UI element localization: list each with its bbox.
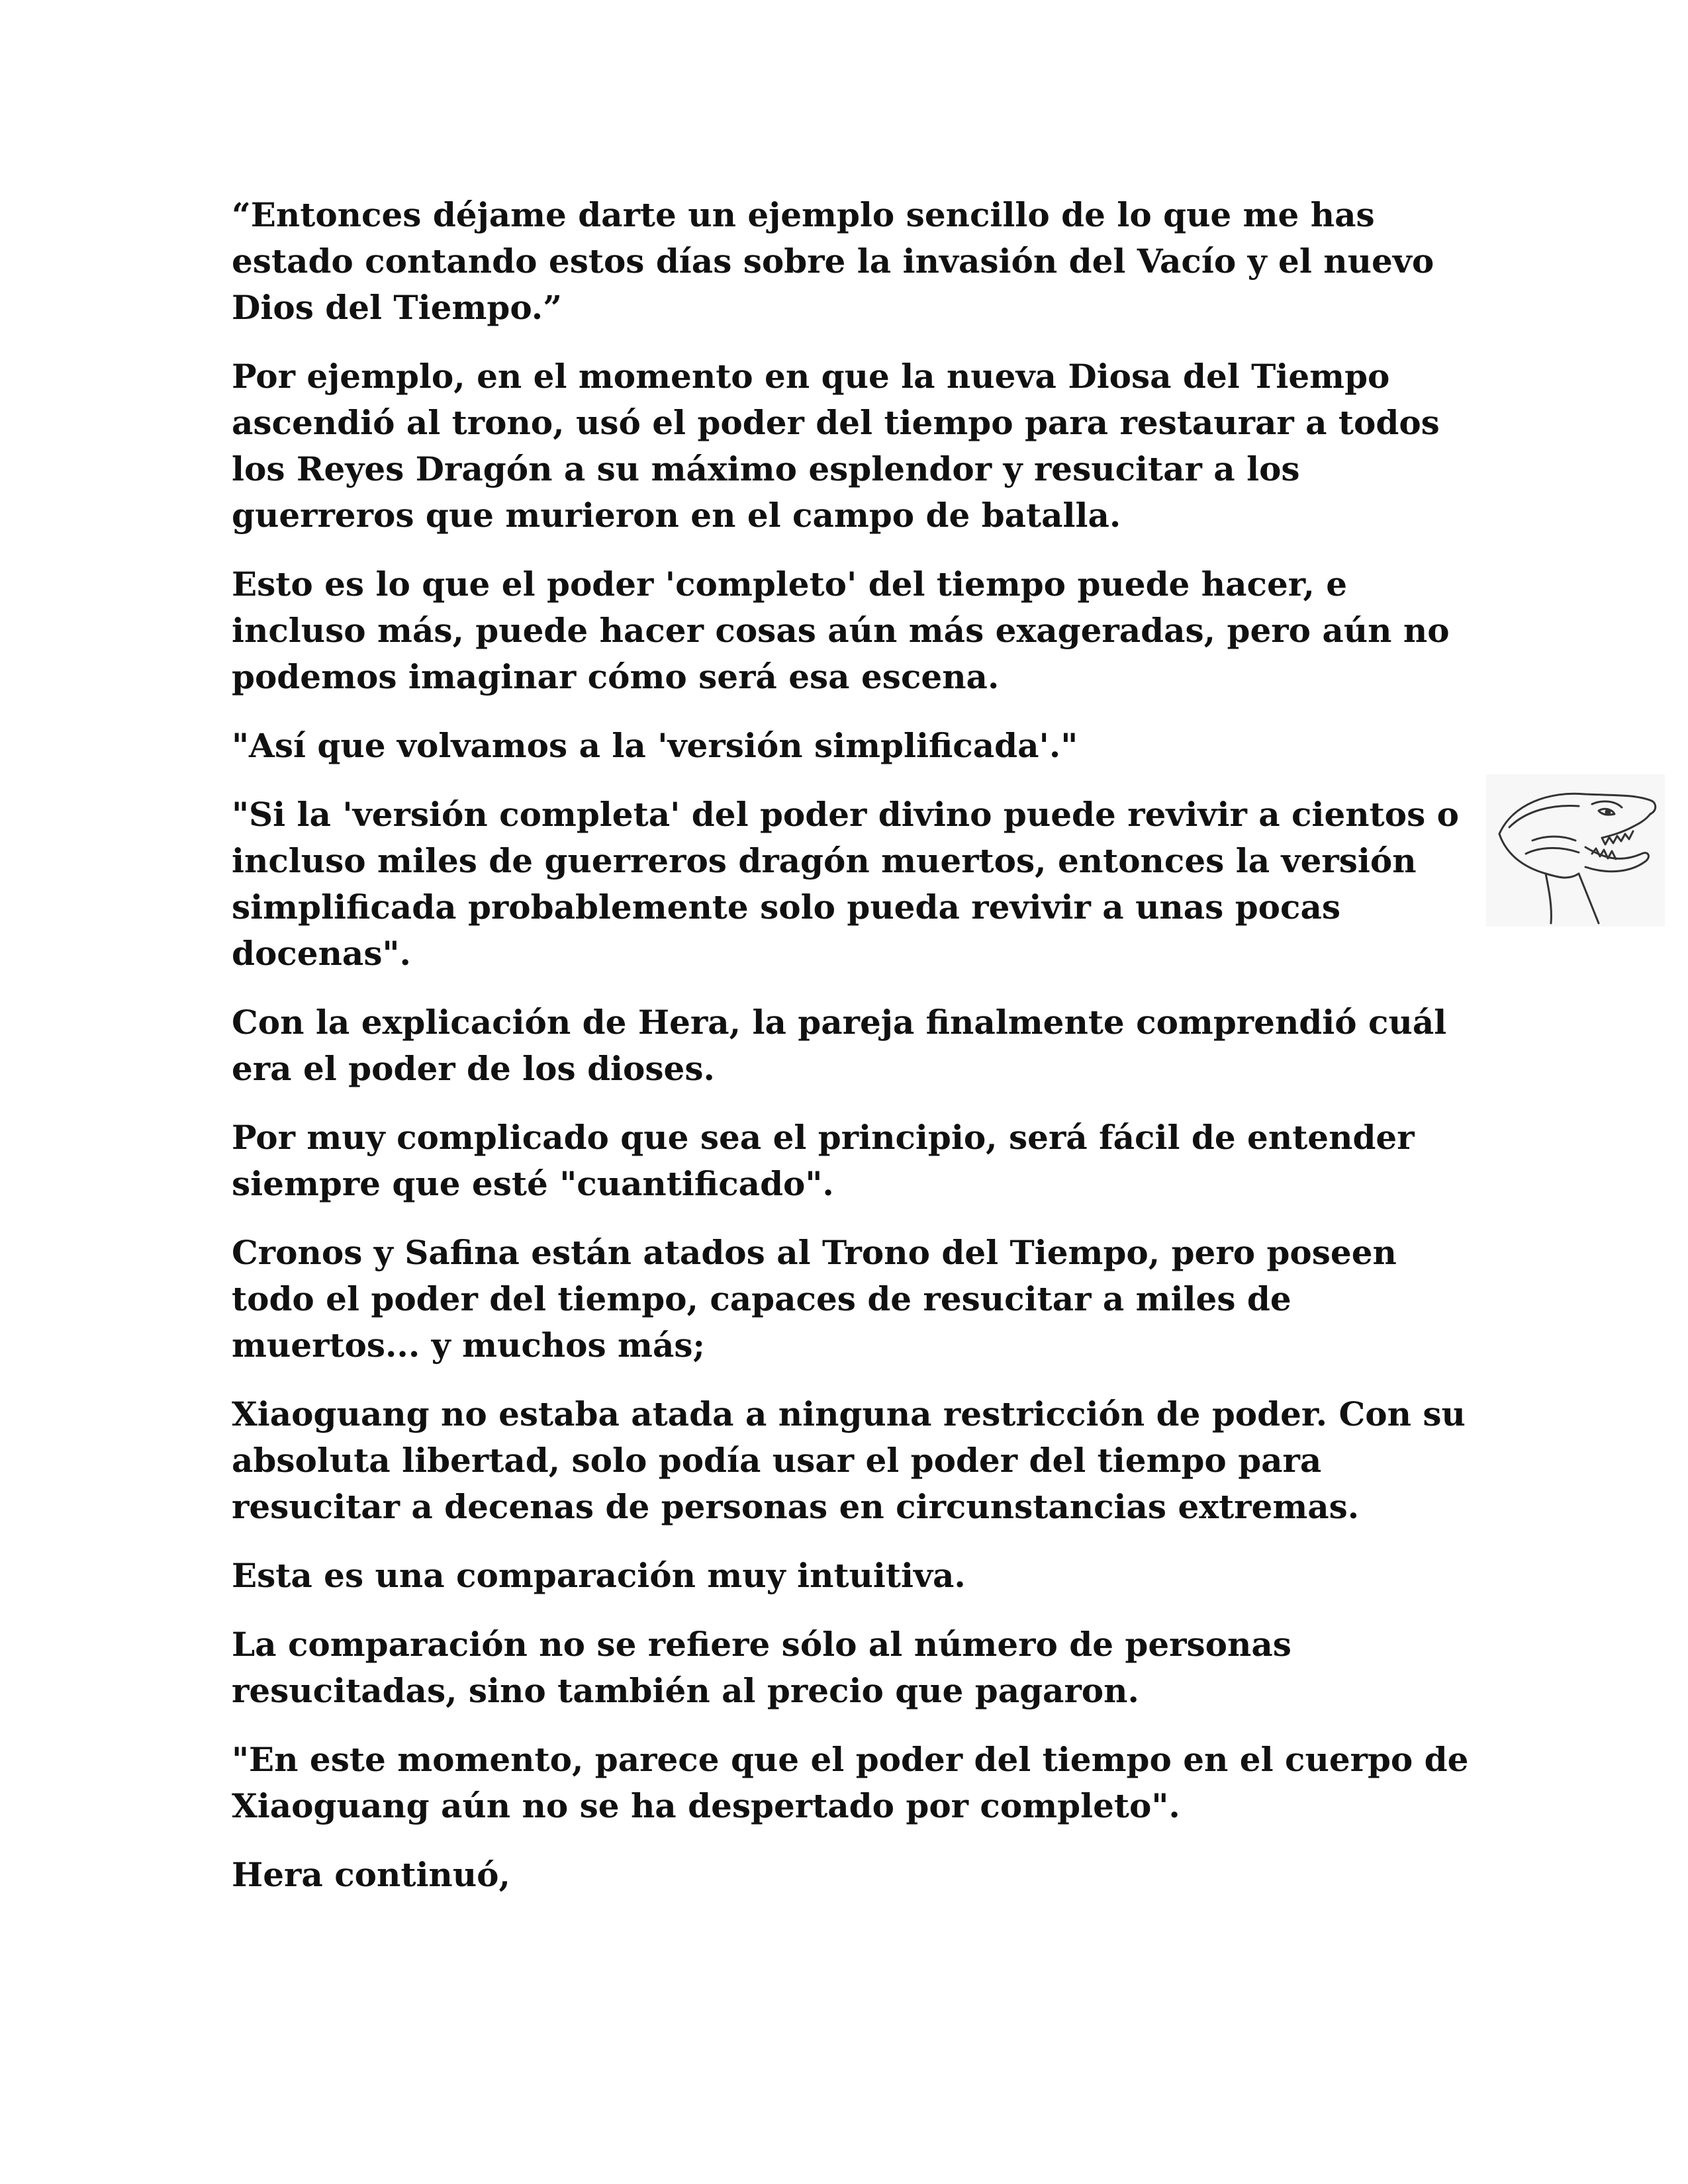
dinosaur-head-icon: [1486, 774, 1665, 927]
body-text: [232, 192, 1476, 1921]
paragraph: Con la explicación de Hera, la pareja finalmente comprendió cuál era el poder de los dioses.: [232, 1003, 1447, 1088]
paragraph: Hera continuó,: [232, 1855, 510, 1894]
paragraph: "En este momento, parece que el poder del tiempo en el cuerpo de Xiaoguang aún no se ha despertado por completo".: [232, 1740, 1469, 1825]
paragraph: "Así que volvamos a la 'versión simplificada'.": [232, 726, 1078, 765]
paragraph: Cronos y Safina están atados al Trono del Tiempo, pero poseen todo el poder del tiempo, capaces de resucitar a miles de muertos... y muchos más;: [232, 1233, 1397, 1365]
paragraph: Xiaoguang no estaba atada a ninguna restricción de poder. Con su absoluta libertad, solo podía usar el poder del tiempo para resucitar a decenas de personas en circunstancias extremas.: [232, 1394, 1466, 1526]
paragraph: “Entonces déjame darte un ejemplo sencillo de lo que me has estado contando estos días sobre la invasión del Vacío y el nuevo Dios del Tiempo.”: [232, 195, 1434, 327]
paragraph: La comparación no se refiere sólo al número de personas resucitadas, sino también al precio que pagaron.: [232, 1625, 1291, 1710]
paragraph: "Si la 'versión completa' del poder divino puede revivir a cientos o incluso miles de guerreros dragón muertos, entonces la versión simplificada probablemente solo pueda revivir a unas pocas docenas".: [232, 795, 1459, 973]
paragraph: Por muy complicado que sea el principio, será fácil de entender siempre que esté "cuantificado".: [232, 1118, 1415, 1203]
paragraph: Por ejemplo, en el momento en que la nueva Diosa del Tiempo ascendió al trono, usó el poder del tiempo para restaurar a todos los Reyes Dragón a su máximo esplendor y resucitar a los guerreros que murieron en el campo de batalla.: [232, 357, 1440, 535]
paragraph: Esta es una comparación muy intuitiva.: [232, 1556, 966, 1595]
paragraph: Esto es lo que el poder 'completo' del tiempo puede hacer, e incluso más, puede hacer cosas aún más exageradas, pero aún no podemos imaginar cómo será esa escena.: [232, 565, 1450, 696]
